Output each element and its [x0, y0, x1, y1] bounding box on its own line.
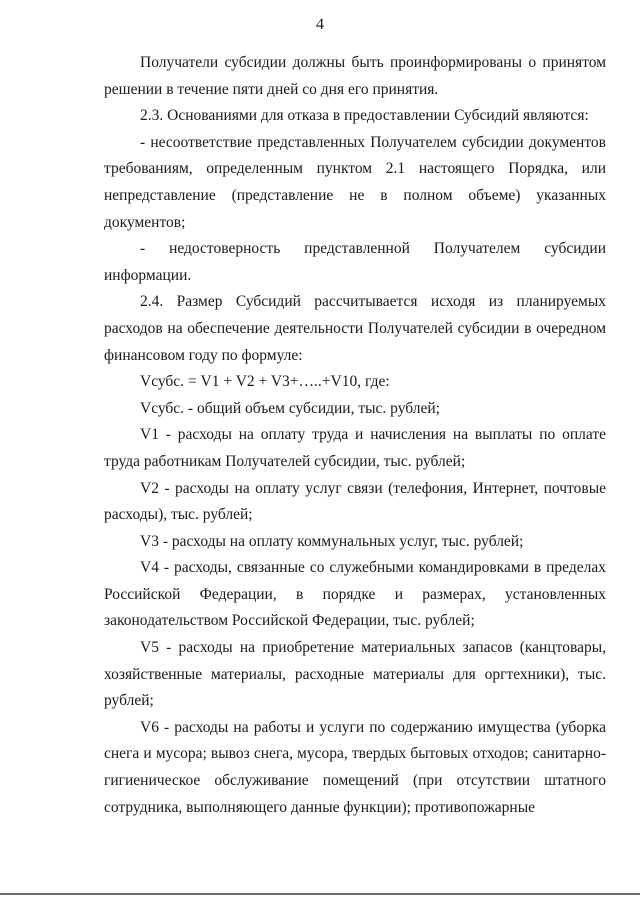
definition-v2: V2 - расходы на оплату услуг связи (телефония, Интернет, почтовые расходы), тыс. рублей; [104, 479, 606, 524]
definition-v6: V6 - расходы на работы и услуги по содержанию имущества (уборка снега и мусора; вывоз снега, мусора, твердых бытовых отходов; санитарно-гигиеническое обслуживание помещений (при отсутствии штатного сотрудника, выполняющего данные функции); противопожарные [104, 718, 606, 816]
definition-v4: V4 - расходы, связанные со служебными командировками в пределах Российской Федерации, в порядке и размерах, установленных законодательством Российской Федерации, тыс. рублей; [104, 559, 606, 630]
document-body [104, 50, 606, 821]
formula-line: Vсубс. = V1 + V2 + V3+…..+V10, где: [140, 373, 390, 391]
definition-v3: V3 - расходы на оплату коммунальных услуг, тыс. рублей; [140, 532, 524, 550]
definition-v5: V5 - расходы на приобретение материальных запасов (канцтовары, хозяйственные материалы, расходные материалы для оргтехники), тыс. рублей; [104, 639, 606, 710]
paragraph-refusal-reason-2: - недостоверность представленной Получателем субсидии информации. [104, 240, 606, 284]
definition-v1: V1 - расходы на оплату труда и начисления на выплаты по оплате труда работникам Получателей субсидии, тыс. рублей; [104, 426, 606, 470]
scan-edge-line [0, 893, 640, 895]
page-number: 4 [316, 16, 324, 33]
paragraph-2-4: 2.4. Размер Субсидий рассчитывается исходя из планируемых расходов на обеспечение деятельности Получателей субсидии в очередном финансовом году по формуле: [104, 293, 606, 364]
paragraph-2-3-heading: 2.3. Основаниями для отказа в предоставлении Субсидий являются: [140, 107, 589, 125]
paragraph-refusal-reason-1: - несоответствие представленных Получателем субсидии документов требованиям, определенным пунктом 2.1 настоящего Порядка, или непредставление (представление не в полном объеме) указанных документов; [104, 133, 606, 231]
paragraph-notification: Получатели субсидии должны быть проинформированы о принятом решении в течение пяти дней со дня его принятия. [104, 54, 606, 98]
definition-vsubs: Vсубс. - общий объем субсидии, тыс. рублей; [140, 399, 440, 417]
